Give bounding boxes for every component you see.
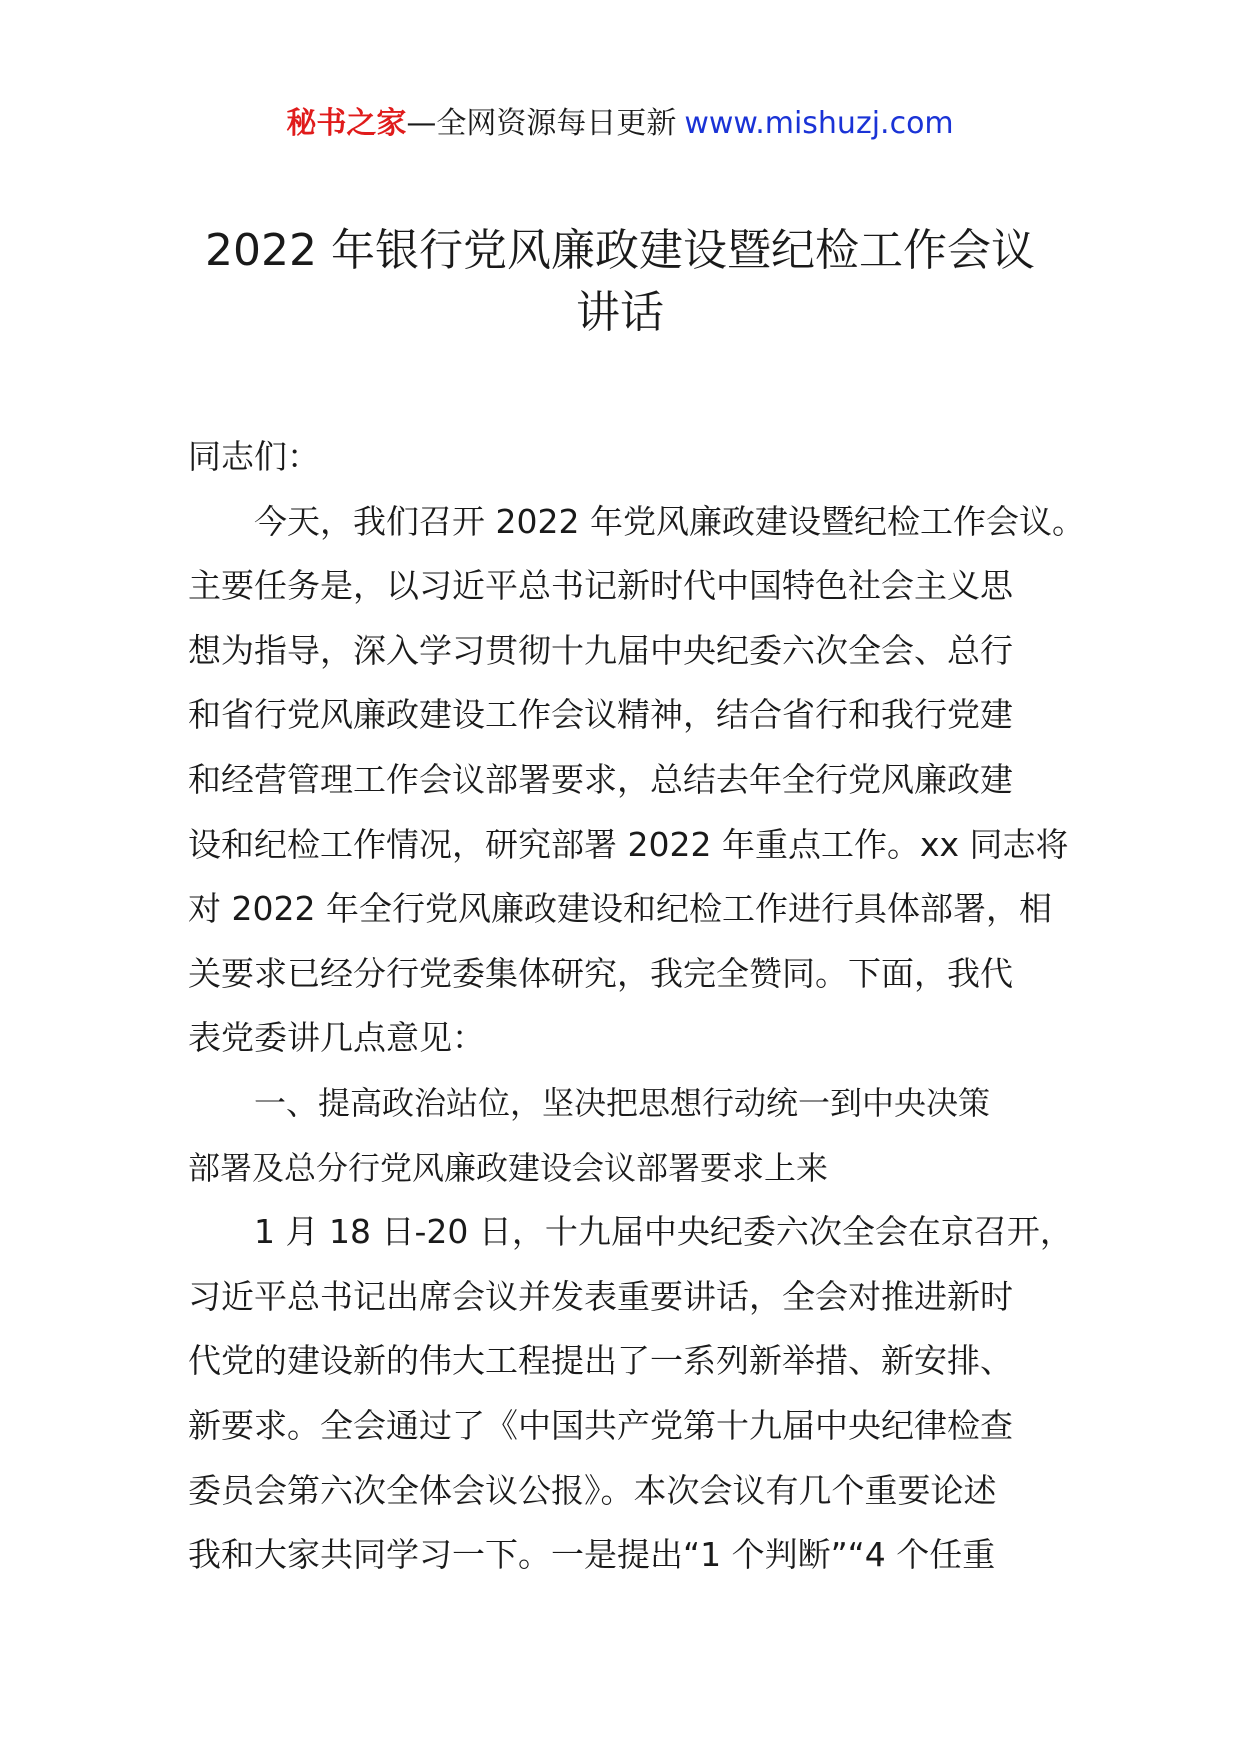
body-line: 委员会第六次全体会议公报》。本次会议有几个重要论述 <box>188 1470 997 1510</box>
salutation: 同志们： <box>188 437 320 476</box>
document-title-line-1: 2022 年银行党风廉政建设暨纪检工作会议 <box>205 225 1035 276</box>
body-line: 关要求已经分行党委集体研究，我完全赞同。下面，我代 <box>188 953 1013 993</box>
site-url-link[interactable]: www.mishuzj.com <box>684 106 954 141</box>
body-line: 设和纪检工作情况，研究部署 2022 年重点工作。xx 同志将 <box>188 824 1069 864</box>
body-line: 和经营管理工作会议部署要求，总结去年全行党风廉政建 <box>188 759 1013 799</box>
brand-name: 秘书之家 <box>286 106 407 141</box>
body-line: 新要求。全会通过了《中国共产党第十九届中央纪律检查 <box>188 1405 1013 1445</box>
body-line: 代党的建设新的伟大工程提出了一系列新举措、新安排、 <box>188 1341 1013 1381</box>
section-heading-line: 一、提高政治站位，坚决把思想行动统一到中央决策 <box>254 1083 991 1122</box>
body-line: 对 2022 年全行党风廉政建设和纪检工作进行具体部署，相 <box>188 889 1052 929</box>
document-title-line-2: 讲话 <box>576 287 664 338</box>
document-title <box>150 220 1090 344</box>
body-line: 主要任务是，以习近平总书记新时代中国特色社会主义思 <box>188 566 1013 606</box>
banner-tagline: —全网资源每日更新 <box>406 106 677 141</box>
body-line: 1 月 18 日-20 日，十九届中央纪委六次全会在京召开， <box>254 1212 1073 1252</box>
body-line: 习近平总书记出席会议并发表重要讲话，全会对推进新时 <box>188 1276 1013 1316</box>
body-line: 我和大家共同学习一下。一是提出“1 个判断”“4 个任重 <box>188 1535 996 1575</box>
body-line: 想为指导，深入学习贯彻十九届中央纪委六次全会、总行 <box>188 630 1013 670</box>
body-line: 表党委讲几点意见： <box>188 1018 485 1058</box>
body-line: 和省行党风廉政建设工作会议精神，结合省行和我行党建 <box>188 695 1013 735</box>
section-heading-line: 部署及总分行党风廉政建设会议部署要求上来 <box>188 1148 829 1187</box>
body-line: 今天，我们召开 2022 年党风廉政建设暨纪检工作会议。 <box>254 501 1085 541</box>
site-banner <box>0 100 1240 148</box>
document-body <box>188 425 1085 1588</box>
